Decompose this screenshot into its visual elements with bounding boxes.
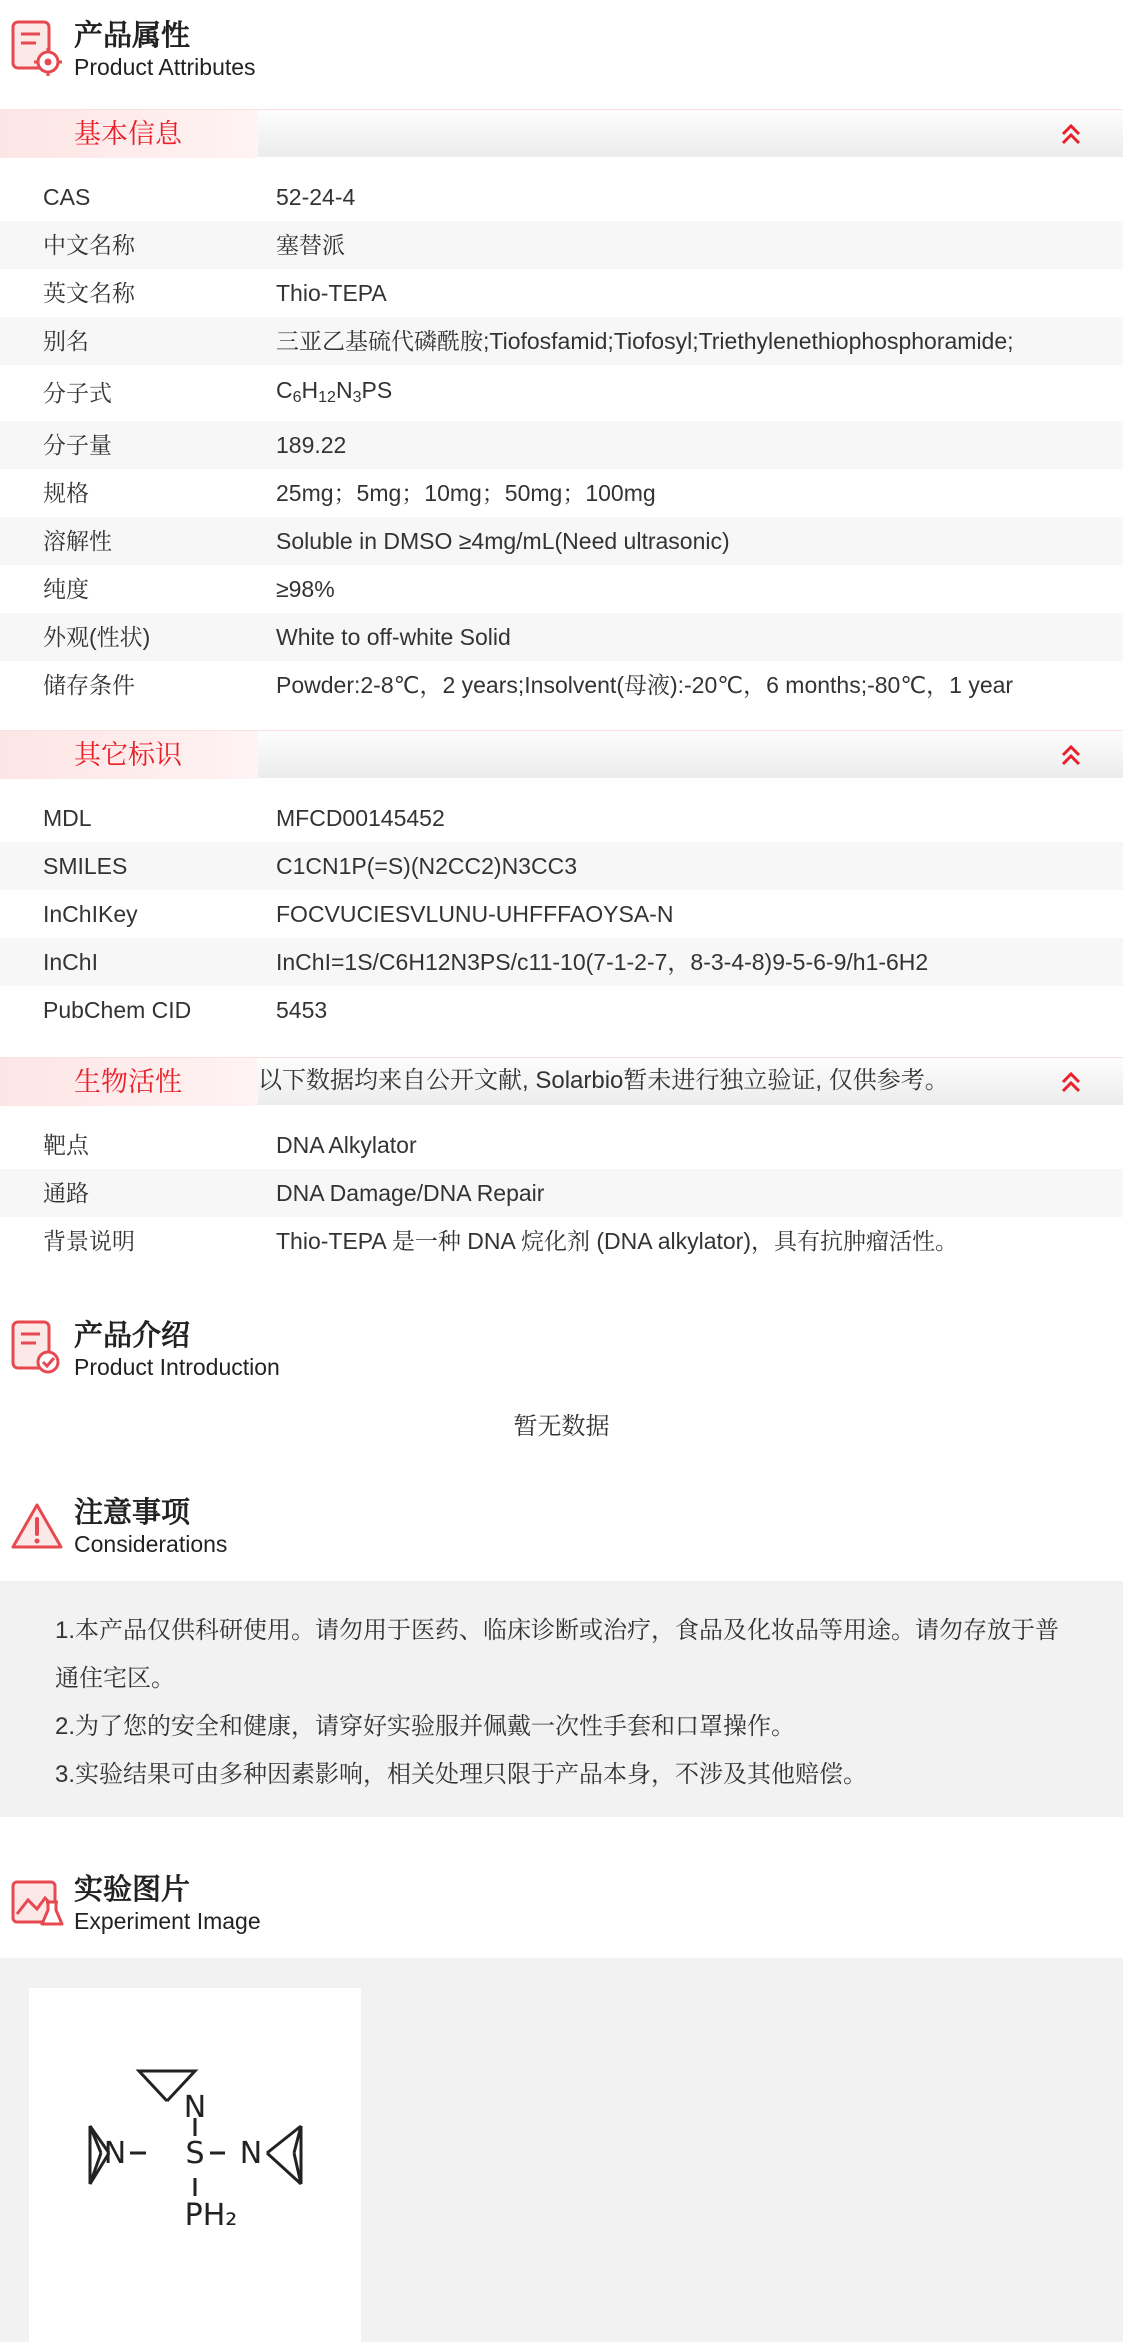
atom-label: PH₂ <box>184 2198 238 2233</box>
row-key: 储存条件 <box>43 672 135 698</box>
table-row <box>0 221 1123 269</box>
table-row <box>0 469 1123 517</box>
row-key: CAS <box>43 184 91 210</box>
bar-label: 其它标识 <box>0 731 258 779</box>
row-value: 5453 <box>276 997 328 1023</box>
row-key: SMILES <box>43 853 128 879</box>
row-key: 规格 <box>43 480 89 506</box>
product-introduction-header <box>0 1300 1145 1390</box>
bar-label: 基本信息 <box>0 110 258 158</box>
table-row <box>0 1217 1123 1265</box>
note-line: 3.实验结果可由多种因素影响，相关处理只限于产品本身，不涉及其他赔偿。 <box>55 1761 868 1788</box>
other-ids-bar[interactable] <box>0 730 1123 778</box>
row-value: DNA Damage/DNA Repair <box>276 1180 545 1206</box>
atom-label: N <box>183 2090 207 2125</box>
row-key: PubChem CID <box>43 997 192 1023</box>
row-value: Thio-TEPA <box>276 280 387 306</box>
table-row <box>0 1121 1123 1169</box>
row-key: InChI <box>43 949 98 975</box>
collapse-icon[interactable] <box>1059 1070 1083 1094</box>
row-value: 25mg；5mg；10mg；50mg；100mg <box>276 480 656 506</box>
row-key: 英文名称 <box>43 280 135 306</box>
molecular-formula: $C_6H_{12}N_3PS$ <box>276 377 393 406</box>
experiment-image-header <box>0 1854 1145 1944</box>
atom-label: N <box>103 2136 127 2171</box>
document-gear-icon <box>10 18 64 78</box>
row-value: DNA Alkylator <box>276 1132 417 1158</box>
row-value: White to off-white Solid <box>276 624 511 650</box>
row-key: 溶解性 <box>43 528 112 554</box>
atom-label: N <box>239 2136 263 2171</box>
considerations-panel <box>0 1581 1123 1817</box>
row-key: InChIKey <box>43 901 138 927</box>
atom-label: S <box>185 2136 205 2171</box>
table-row <box>0 613 1123 661</box>
table-row <box>0 565 1123 613</box>
section-title: 产品属性 <box>74 20 191 52</box>
experiment-image-panel <box>0 1958 1123 2342</box>
row-key: 别名 <box>43 328 89 354</box>
row-key: 纯度 <box>43 576 89 602</box>
chemical-structure-drawing <box>29 1988 361 2342</box>
section-subtitle: Product Introduction <box>74 1354 280 1380</box>
section-title: 实验图片 <box>74 1874 191 1906</box>
row-value: 189.22 <box>276 432 347 458</box>
row-value: Soluble in DMSO ≥4mg/mL(Need ultrasonic) <box>276 528 730 554</box>
note-line: 1.本产品仅供科研使用。请勿用于医药、临床诊断或治疗，食品及化妆品等用途。请勿存放于普 <box>55 1617 1060 1644</box>
row-value: 塞替派 <box>276 232 345 258</box>
row-key: 分子量 <box>43 432 112 458</box>
row-value: 52-24-4 <box>276 184 356 210</box>
row-value: ≥98% <box>276 576 335 602</box>
note-line: 2.为了您的安全和健康，请穿好实验服并佩戴一次性手套和口罩操作。 <box>55 1713 796 1740</box>
row-value: FOCVUCIESVLUNU-UHFFFAOYSA-N <box>276 901 674 927</box>
table-row <box>0 173 1123 221</box>
table-row <box>0 317 1123 365</box>
row-key: 分子式 <box>43 380 112 406</box>
table-row <box>0 269 1123 317</box>
section-title: 注意事项 <box>74 1497 191 1529</box>
table-row <box>0 842 1123 890</box>
section-subtitle: Experiment Image <box>74 1908 261 1934</box>
no-data-text: 暂无数据 <box>513 1413 610 1440</box>
collapse-icon[interactable] <box>1059 743 1083 767</box>
row-value: C1CN1P(=S)(N2CC2)N3CC3 <box>276 853 577 879</box>
row-key: 中文名称 <box>43 232 135 258</box>
bar-label: 生物活性 <box>0 1058 258 1106</box>
considerations-header <box>0 1477 1145 1567</box>
table-row <box>0 365 1123 421</box>
row-key: 背景说明 <box>43 1228 135 1254</box>
table-row <box>0 1169 1123 1217</box>
row-value: InChI=1S/C6H12N3PS/c11-10(7-1-2-7，8-3-4-8)9-5-6-9/h1-6H2 <box>276 949 929 975</box>
section-title: 产品介绍 <box>74 1320 191 1352</box>
table-row <box>0 890 1123 938</box>
row-key: 外观(性状) <box>43 624 151 650</box>
collapse-icon[interactable] <box>1059 122 1083 146</box>
row-value: MFCD00145452 <box>276 805 445 831</box>
warning-icon <box>10 1495 64 1555</box>
disclaimer-note: 以下数据均来自公开文献, Solarbio暂未进行独立验证, 仅供参考。 <box>258 1067 949 1094</box>
table-row <box>0 938 1123 986</box>
table-row <box>0 986 1123 1034</box>
section-subtitle: Product Attributes <box>74 54 256 80</box>
structure-image[interactable] <box>29 1988 361 2342</box>
image-flask-icon <box>10 1872 64 1932</box>
table-row <box>0 421 1123 469</box>
row-value: Powder:2-8℃，2 years;Insolvent(母液):-20℃，6 months;-80℃，1 year <box>276 672 1014 698</box>
bio-activity-bar[interactable] <box>0 1057 1123 1105</box>
product-attributes-header <box>0 0 1145 90</box>
note-line: 通住宅区。 <box>55 1665 175 1692</box>
row-value: Thio-TEPA 是一种 DNA 烷化剂 (DNA alkylator)，具有抗肿瘤活性。 <box>276 1228 958 1254</box>
section-subtitle: Considerations <box>74 1531 228 1557</box>
basic-info-bar[interactable] <box>0 109 1123 157</box>
document-check-icon <box>10 1318 64 1378</box>
row-key: MDL <box>43 805 92 831</box>
table-row <box>0 517 1123 565</box>
row-value: 三亚乙基硫代磷酰胺;Tiofosfamid;Tiofosyl;Triethylenethiophosphoramide; <box>276 328 1014 354</box>
row-key: 通路 <box>43 1180 89 1206</box>
table-row <box>0 661 1123 709</box>
row-key: 靶点 <box>43 1132 89 1158</box>
table-row <box>0 794 1123 842</box>
